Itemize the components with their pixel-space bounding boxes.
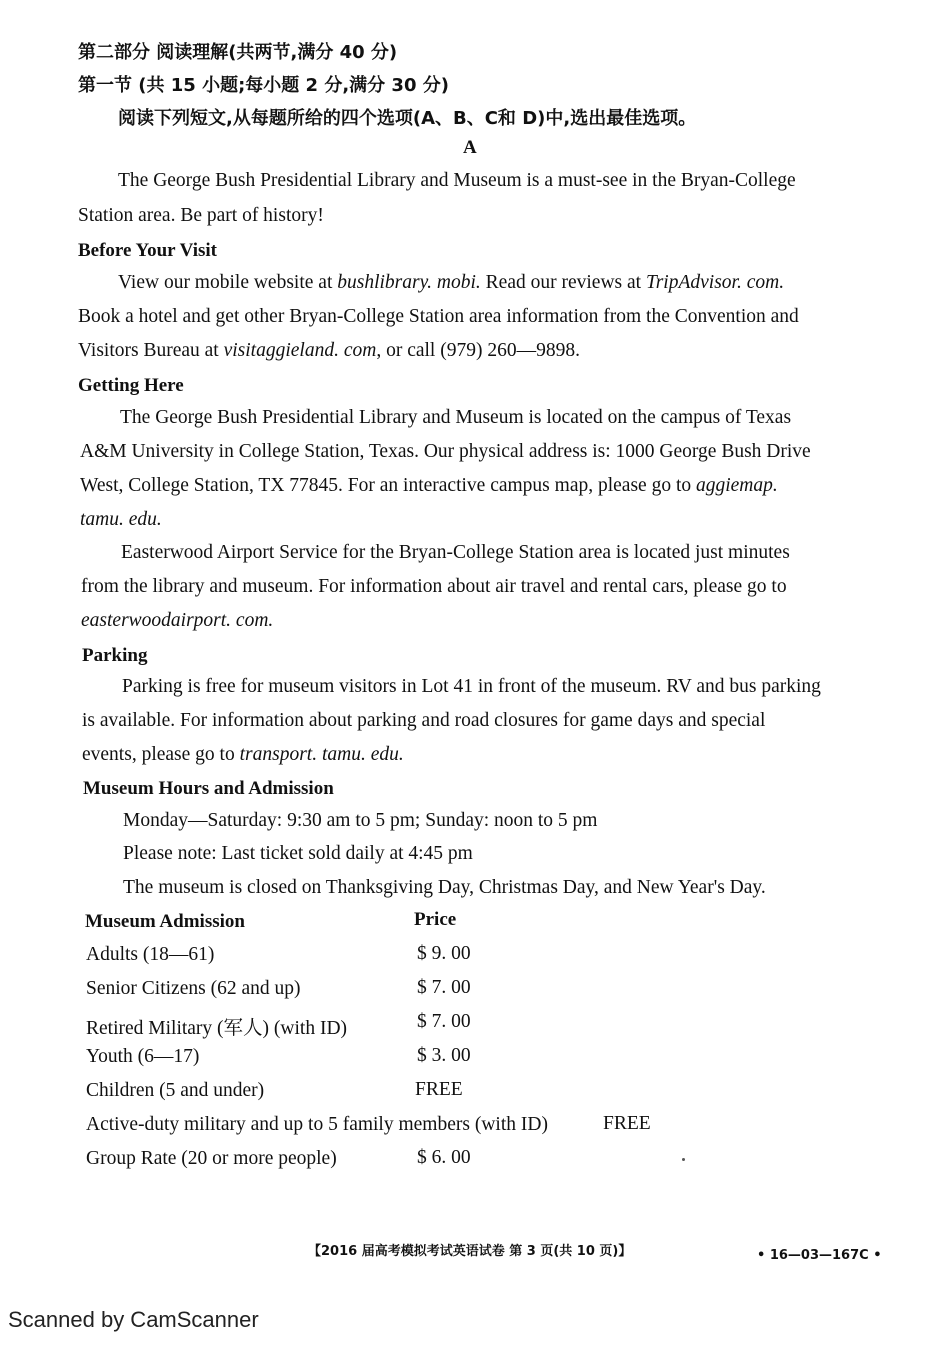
admission-price-youth: $ 3. 00 (417, 1045, 471, 1066)
hours-line-3: The museum is closed on Thanksgiving Day, Christmas Day, and New Year's Day. (123, 877, 766, 898)
hours-heading: Museum Hours and Admission (83, 778, 334, 799)
text: View our mobile website at (118, 272, 338, 293)
getting-here-heading: Getting Here (78, 375, 184, 396)
text: Read our reviews at (480, 272, 646, 293)
getting-here-p1-line-1: The George Bush Presidential Library and Museum is located on the campus of Texas (120, 407, 792, 428)
transport-link: transport. tamu. edu. (239, 744, 404, 765)
before-visit-line-2: Book a hotel and get other Bryan-College Station area information from the Convention and (78, 306, 799, 327)
admission-price-children: FREE (415, 1079, 463, 1100)
text: West, College Station, TX 77845. For an interactive campus map, please go to (80, 475, 696, 496)
admission-label-adults: Adults (18—61) (86, 944, 215, 965)
instruction: 阅读下列短文,从每题所给的四个选项(A、B、C和 D)中,选出最佳选项。 (118, 108, 697, 129)
before-visit-heading: Before Your Visit (78, 240, 217, 261)
mobile-website-link: bushlibrary. mobi. (337, 272, 481, 293)
getting-here-p2-line-3: easterwoodairport. com. (81, 610, 274, 631)
visitaggieland-link: visitaggieland. com (223, 340, 377, 361)
getting-here-p2-line-2: from the library and museum. For information about air travel and rental cars, please go to (81, 576, 787, 597)
paper-code: • 16—03—167C • (757, 1248, 882, 1263)
text: events, please go to (82, 744, 240, 765)
passage-label: A (463, 137, 477, 158)
parking-line-1: Parking is free for museum visitors in Lot 41 in front of the museum. RV and bus parking (122, 676, 821, 697)
hours-line-2: Please note: Last ticket sold daily at 4:45 pm (123, 843, 473, 864)
aggiemap-link: aggiemap. (695, 475, 778, 496)
getting-here-p1-line-4: tamu. edu. (80, 509, 162, 530)
text: Visitors Bureau at (78, 340, 224, 361)
before-visit-line-1 (118, 272, 784, 294)
intro-line-2: Station area. Be part of history! (78, 205, 324, 226)
scan-speck (682, 1158, 685, 1161)
parking-heading: Parking (82, 645, 148, 666)
intro-line-1: The George Bush Presidential Library and Museum is a must-see in the Bryan-College (118, 170, 796, 191)
tripadvisor-link: TripAdvisor. com. (645, 272, 785, 293)
admission-label-senior: Senior Citizens (62 and up) (86, 978, 301, 999)
admission-label-active-military: Active-duty military and up to 5 family members (with ID) (86, 1114, 548, 1135)
camscanner-watermark: Scanned by CamScanner (8, 1307, 259, 1332)
before-visit-line-3 (78, 340, 580, 362)
parking-line-2: is available. For information about parking and road closures for game days and special (82, 710, 766, 731)
admission-price-retired-military: $ 7. 00 (417, 1011, 471, 1032)
parking-line-3 (82, 744, 404, 766)
admission-price-active-military: FREE (603, 1113, 651, 1134)
admission-price-group: $ 6. 00 (417, 1147, 471, 1168)
getting-here-p2-line-1: Easterwood Airport Service for the Bryan-College Station area is located just minutes (121, 542, 790, 563)
getting-here-p1-line-3 (80, 475, 778, 497)
admission-label-youth: Youth (6—17) (86, 1046, 200, 1067)
part-title: 第二部分 阅读理解(共两节,满分 40 分) (78, 42, 398, 63)
col-header-admission: Museum Admission (85, 911, 245, 932)
col-header-price: Price (414, 909, 457, 930)
text: , or call (979) 260—9898. (376, 340, 580, 361)
admission-label-children: Children (5 and under) (86, 1080, 265, 1101)
admission-price-adults: $ 9. 00 (417, 943, 471, 964)
exam-footer: 【2016 届高考模拟考试英语试卷 第 3 页(共 10 页)】 (308, 1244, 632, 1259)
admission-label-group: Group Rate (20 or more people) (86, 1148, 337, 1169)
getting-here-p1-line-2: A&M University in College Station, Texas. Our physical address is: 1000 George Bush Drive (80, 441, 811, 462)
section-title: 第一节 (共 15 小题;每小题 2 分,满分 30 分) (78, 75, 449, 96)
hours-line-1: Monday—Saturday: 9:30 am to 5 pm; Sunday: noon to 5 pm (123, 810, 598, 831)
admission-price-senior: $ 7. 00 (417, 977, 471, 998)
admission-label-retired-military: Retired Military (军人) (with ID) (86, 1018, 348, 1039)
